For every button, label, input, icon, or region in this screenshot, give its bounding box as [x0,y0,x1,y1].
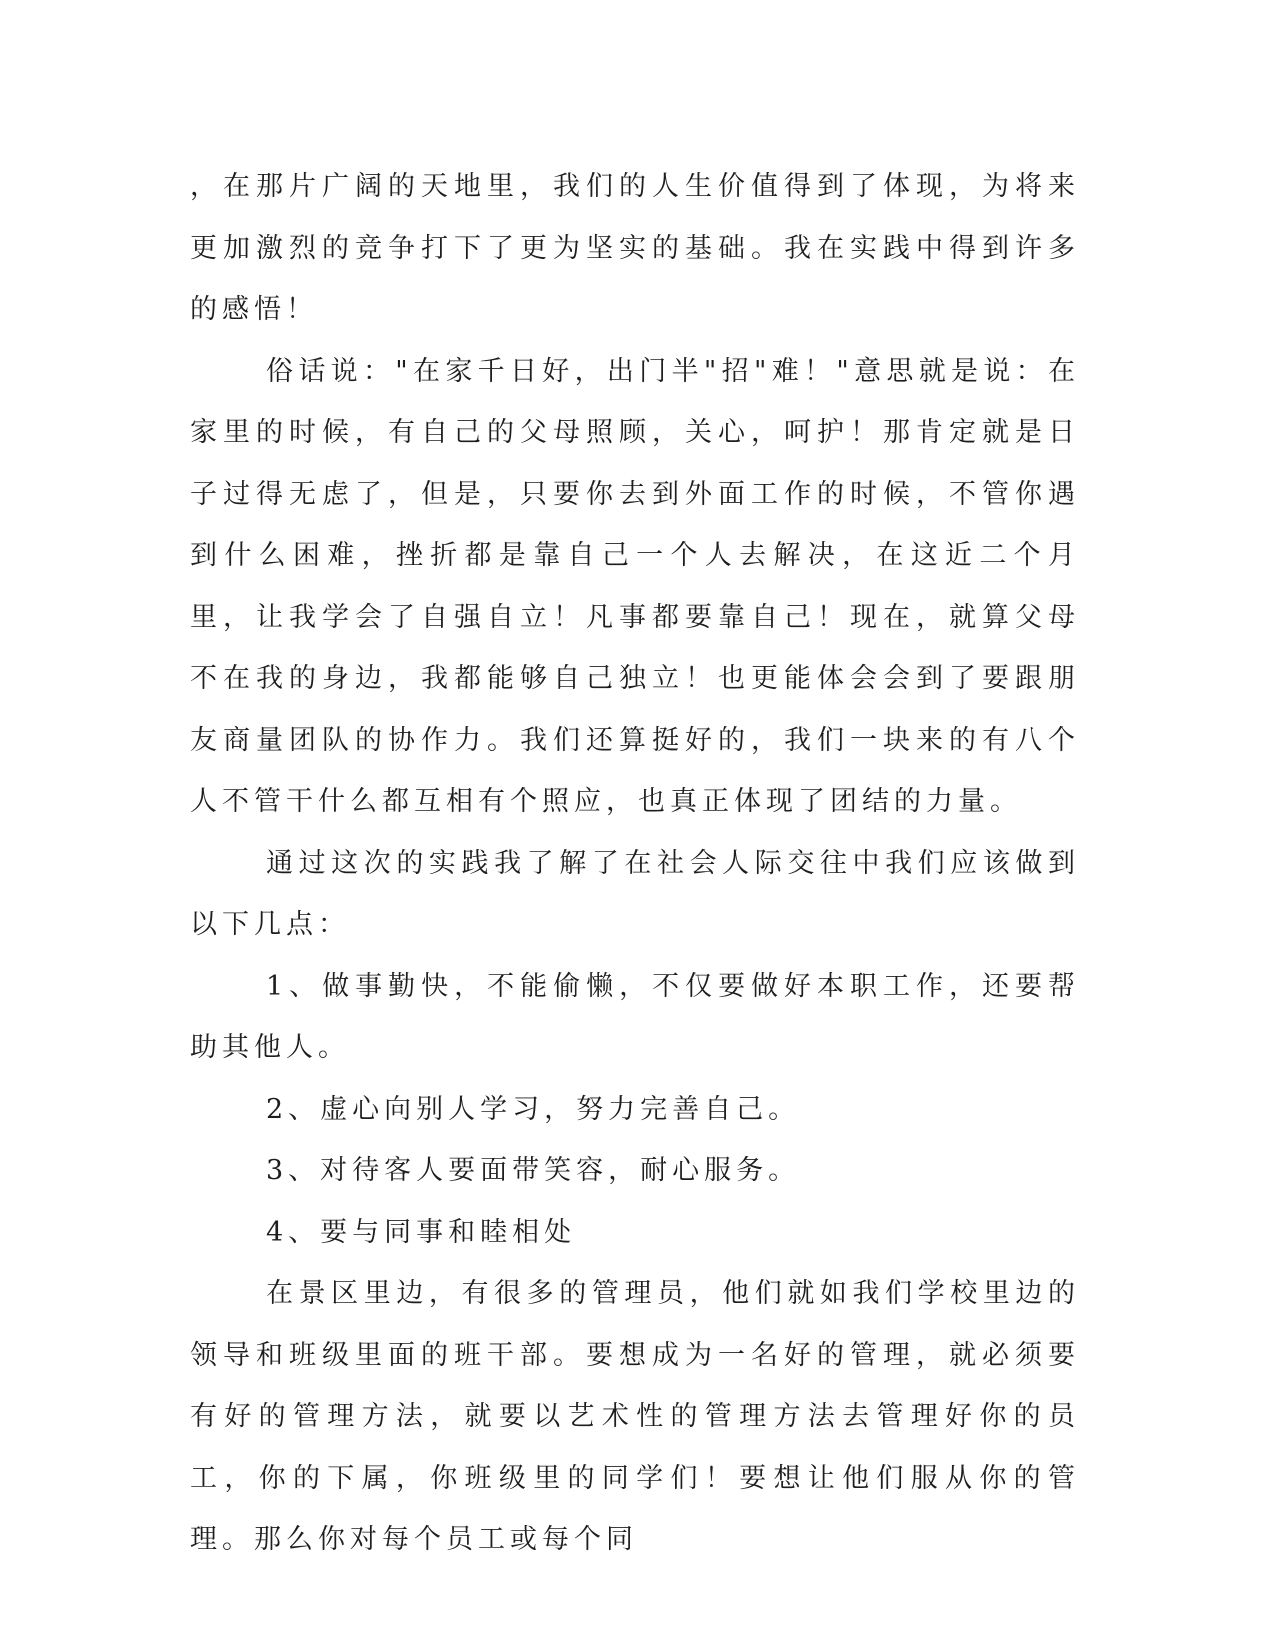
list-item-1: 1、做事勤快，不能偷懒，不仅要做好本职工作，还要帮助其他人。 [190,970,1080,1063]
paragraph-management: 在景区里边，有很多的管理员，他们就如我们学校里边的领导和班级里面的班干部。要想成为一名好的管理，就必须要有好的管理方法，就要以艺术性的管理方法去管理好你的员工，你的下属，你班级里的同学们！要想让他们服从你的管理。那么你对每个员工或每个同 [190,1278,1080,1555]
paragraph-lessons-intro: 通过这次的实践我了解了在社会人际交往中我们应该做到以下几点： [190,847,1080,940]
document-body [190,156,1080,1571]
paragraph-proverb: 俗话说："在家千日好，出门半"招"难！"意思就是说：在家里的时候，有自己的父母照顾，关心，呵护！那肯定就是日子过得无虑了，但是，只要你去到外面工作的时候，不管你遇到什么困难，挫折都是靠自己一个人去解决，在这近二个月里，让我学会了自强自立！凡事都要靠自己！现在，就算父母不在我的身边，我都能够自己独立！也更能体会会到了要跟朋友商量团队的协作力。我们还算挺好的，我们一块来的有八个人不管干什么都互相有个照应，也真正体现了团结的力量。 [190,355,1080,817]
list-item-4: 4、要与同事和睦相处 [266,1216,577,1248]
list-item-2: 2、虚心向别人学习，努力完善自己。 [266,1093,801,1125]
list-item-3: 3、对待客人要面带笑容，耐心服务。 [266,1155,801,1186]
paragraph-continuation: ，在那片广阔的天地里，我们的人生价值得到了体现，为将来更加激烈的竞争打下了更为坚实的基础。我在实践中得到许多的感悟！ [190,171,1080,325]
